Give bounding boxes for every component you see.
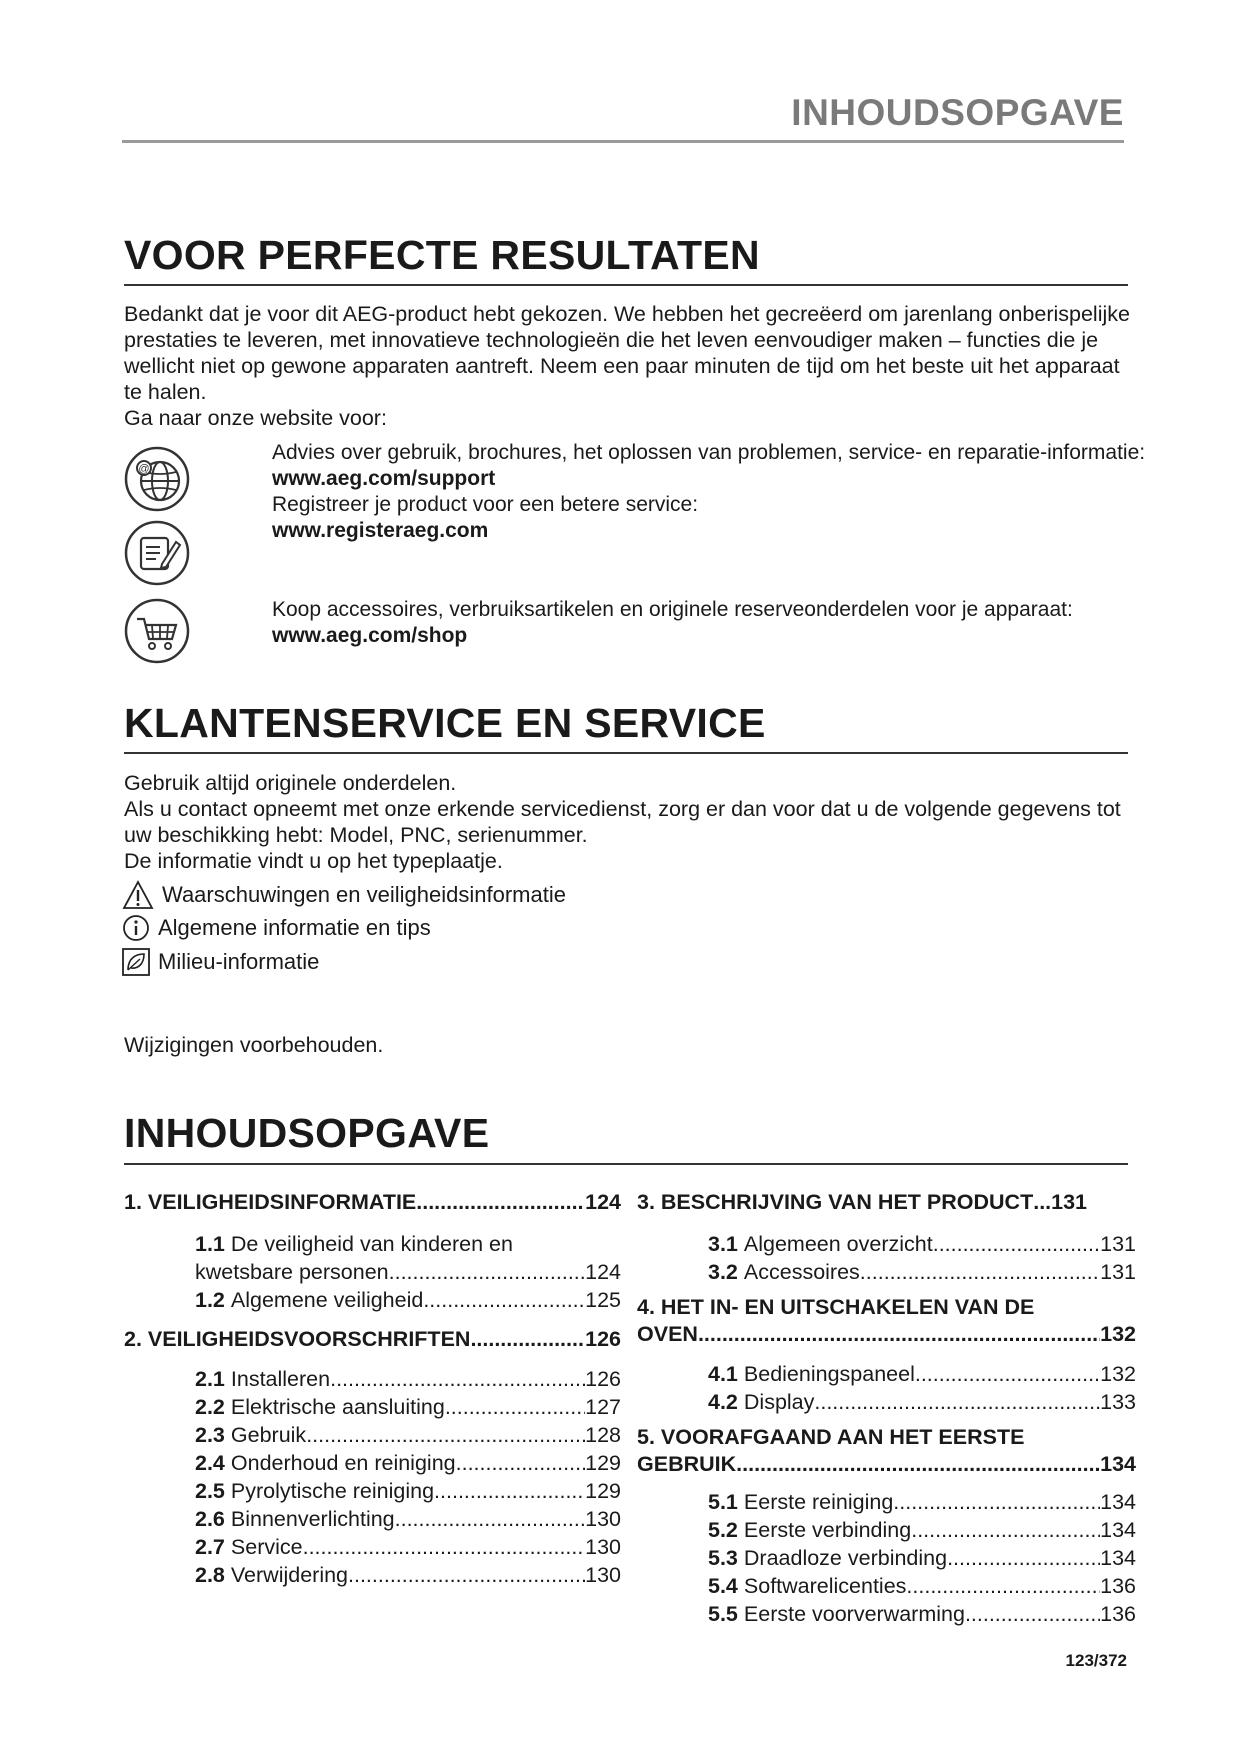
toc-entry-number: 2.1 [195,1367,225,1391]
toc-entry-title: Display [743,1390,815,1414]
toc-entry-title: Algemene veiligheid [230,1288,424,1312]
service-paragraph [124,770,1134,874]
toc-entry-4-1[interactable] [708,1360,1136,1388]
toc-entry-2[interactable] [124,1326,621,1353]
toc-entry-page: 131 [1100,1260,1136,1284]
toc-entry-title: 2. VEILIGHEIDSVOORSCHRIFTEN [124,1327,471,1351]
toc-right-column [637,1189,1136,1628]
toc-entry-number: 2.7 [195,1535,225,1559]
shop-info [272,597,1152,649]
toc-entry-page: 124 [585,1260,621,1284]
toc-entry-5-5[interactable] [708,1600,1136,1628]
toc-entry-title: 5. VOORAFGAAND AAN HET EERSTE [637,1425,1025,1449]
toc-entry-page: 132 [1100,1362,1136,1386]
toc-entry-4-2[interactable] [708,1388,1136,1416]
disclaimer [124,1032,1134,1058]
toc-entry-page: 129 [585,1451,621,1475]
toc-entry-page: 126 [585,1327,621,1351]
toc-entry-page: 130 [585,1535,621,1559]
toc-entry-page: 133 [1100,1390,1136,1414]
toc-entry-title: Eerste reiniging [743,1490,894,1514]
toc-entry-3-1[interactable] [708,1230,1136,1258]
legend-environment [122,948,319,976]
intro-text: Bedankt dat je voor dit AEG-product hebt gekozen. We hebben het gecreëerd om jarenlang onberispelijke prestaties te leveren, met innovatieve technologieën die het leven eenvoudiger maken – functies die je wellicht niet op gewone apparaten aantreft. Neem een paar minuten de tijd om het beste uit het apparaat te halen. [124,302,1130,404]
section-rule [124,1163,1128,1165]
toc-entry-page: 125 [585,1288,621,1312]
legend-info [122,914,431,942]
toc-entry-5-1[interactable] [708,1488,1136,1516]
toc-entry-number: 4.1 [708,1362,738,1386]
toc-entry-page: 136 [1100,1574,1136,1598]
legend-warning [122,880,566,910]
toc-entry-title: Eerste verbinding [743,1518,912,1542]
toc-entry-title: Algemeen overzicht [743,1232,933,1256]
section-heading-toc: INHOUDSOPGAVE [124,1110,490,1156]
toc-entry-title: Elektrische aansluiting [230,1395,445,1419]
toc-entry-number: 2.6 [195,1507,225,1531]
toc-entry-number: 5.5 [708,1602,738,1626]
toc-entry-3-2[interactable] [708,1258,1136,1286]
register-link[interactable]: www.registeraeg.com [272,519,489,542]
toc-entry-2-7[interactable] [195,1533,621,1561]
header-rule [122,140,1124,143]
toc-entry-number: 1.2 [195,1288,225,1312]
svg-text:@: @ [138,463,150,475]
toc-entry-title: Installeren [230,1367,331,1391]
toc-entry-title: GEBRUIK [637,1452,737,1476]
toc-entry-2-1[interactable] [195,1365,621,1393]
globe-icon [124,446,190,512]
toc-entry-number: 5.3 [708,1546,738,1570]
register-document-icon [124,520,190,586]
legend-warning-label: Waarschuwingen en veiligheidsinformatie [162,882,566,907]
toc-entry-number: 2.5 [195,1479,225,1503]
toc-entry-number: 4.2 [708,1390,738,1414]
leaf-icon [122,948,150,976]
header-title: INHOUDSOPGAVE [791,92,1124,133]
toc-entry-title: Onderhoud en reiniging [230,1451,456,1475]
toc-entry-number: 2.8 [195,1563,225,1587]
toc-entry-2-6[interactable] [195,1505,621,1533]
toc-entry-1-2[interactable] [195,1286,621,1314]
section-rule [124,752,1128,754]
toc-entry-title: De veiligheid van kinderen en [230,1232,513,1256]
toc-entry-number: 5.2 [708,1518,738,1542]
toc-entry-number: 2.4 [195,1451,225,1475]
legend-info-label: Algemene informatie en tips [158,915,431,940]
toc-entry-page: ...131 [1033,1190,1088,1214]
warning-icon [122,880,154,910]
toc-entry-title: Binnenverlichting [230,1507,395,1531]
toc-entry-2-4[interactable] [195,1449,621,1477]
toc-entry-title: Gebruik [230,1423,307,1447]
toc-entry-page: 136 [1100,1602,1136,1626]
toc-entry-5-2[interactable] [708,1516,1136,1544]
toc-entry-page: 124 [585,1190,621,1214]
toc-entry-title: 3. BESCHRIJVING VAN HET PRODUCT [637,1190,1034,1214]
toc-entry-page: 134 [1100,1546,1136,1570]
toc-entry-title: Pyrolytische reiniging [230,1479,435,1503]
shop-text: Koop accessoires, verbruiksartikelen en originele reserveonderdelen voor je apparaat: [272,598,1073,621]
toc-entry-2-3[interactable] [195,1421,621,1449]
toc-entry-page: 128 [585,1423,621,1447]
page-number: 123/372 [1065,1651,1127,1670]
support-text: Advies over gebruik, brochures, het oplossen van problemen, service- en reparatie-informatie: [272,441,1146,464]
toc-entry-2-8[interactable] [195,1561,621,1589]
toc-entry-page: 131 [1100,1232,1136,1256]
toc-entry-title: Service [230,1535,303,1559]
toc-entry-title: Verwijdering [230,1563,349,1587]
toc-entry-page: 126 [585,1367,621,1391]
section-rule [124,284,1128,286]
register-text: Registreer je product voor een betere service: [272,493,699,516]
disclaimer-text: Wijzigingen voorbehouden. [124,1033,384,1057]
toc-entry-3[interactable] [637,1189,1136,1216]
toc-entry-page: 130 [585,1507,621,1531]
toc-entry-2-2[interactable] [195,1393,621,1421]
toc-left-column [124,1189,621,1589]
toc-entry-1-1[interactable] [195,1230,621,1286]
shop-link[interactable]: www.aeg.com/shop [272,624,468,647]
support-link[interactable]: www.aeg.com/support [272,467,496,490]
toc-entry-number: 1.1 [195,1232,225,1256]
toc-entry-5-3[interactable] [708,1544,1136,1572]
toc-entry-1[interactable] [124,1189,621,1216]
intro-paragraph [124,301,1134,431]
toc-entry-number: 3.2 [708,1260,738,1284]
toc-entry-5-4[interactable] [708,1572,1136,1600]
legend-environment-label: Milieu-informatie [158,949,320,974]
toc-entry-title: Accessoires [743,1260,860,1284]
toc-entry-page: 127 [585,1395,621,1419]
toc-entry-number: 2.3 [195,1423,225,1447]
toc-entry-page: 134 [1100,1490,1136,1514]
toc-entry-page: 130 [585,1563,621,1587]
toc-entry-number: 5.4 [708,1574,738,1598]
toc-entry-title: 1. VEILIGHEIDSINFORMATIE [124,1190,417,1214]
toc-entry-page: 134 [1100,1518,1136,1542]
toc-entry-title: Bedieningspaneel [743,1362,915,1386]
section-heading-results: VOOR PERFECTE RESULTATEN [124,232,760,278]
toc-entry-2-5[interactable] [195,1477,621,1505]
toc-entry-number: 3.1 [708,1232,738,1256]
toc-entry-title: Draadloze verbinding [743,1546,948,1570]
toc-entry-title: Softwarelicenties [743,1574,907,1598]
toc-entry-title: OVEN [637,1322,698,1346]
toc-entry-5[interactable] [637,1424,1136,1478]
toc-entry-title: Eerste voorverwarming [743,1602,965,1626]
support-info [272,440,1152,544]
toc-entry-number: 5.1 [708,1490,738,1514]
toc-entry-title: 4. HET IN- EN UITSCHAKELEN VAN DE [637,1295,1035,1319]
toc-entry-title: kwetsbare personen [195,1260,389,1284]
toc-entry-page: 132 [1100,1322,1136,1346]
service-line-3: De informatie vindt u op het typeplaatje. [124,849,503,873]
info-icon [122,914,150,942]
toc-entry-4[interactable] [637,1294,1136,1348]
toc-entry-page: 134 [1100,1452,1136,1476]
toc-entry-page: 129 [585,1479,621,1503]
toc-entry-number: 2.2 [195,1395,225,1419]
website-intro: Ga naar onze website voor: [124,406,387,430]
service-line-2: Als u contact opneemt met onze erkende servicedienst, zorg er dan voor dat u de volgende gegevens tot uw beschikking hebt: Model, PNC, serienummer. [124,797,1121,847]
service-line-1: Gebruik altijd originele onderdelen. [124,771,457,795]
shopping-cart-icon [124,598,190,664]
section-heading-customer-service: KLANTENSERVICE EN SERVICE [124,700,766,746]
